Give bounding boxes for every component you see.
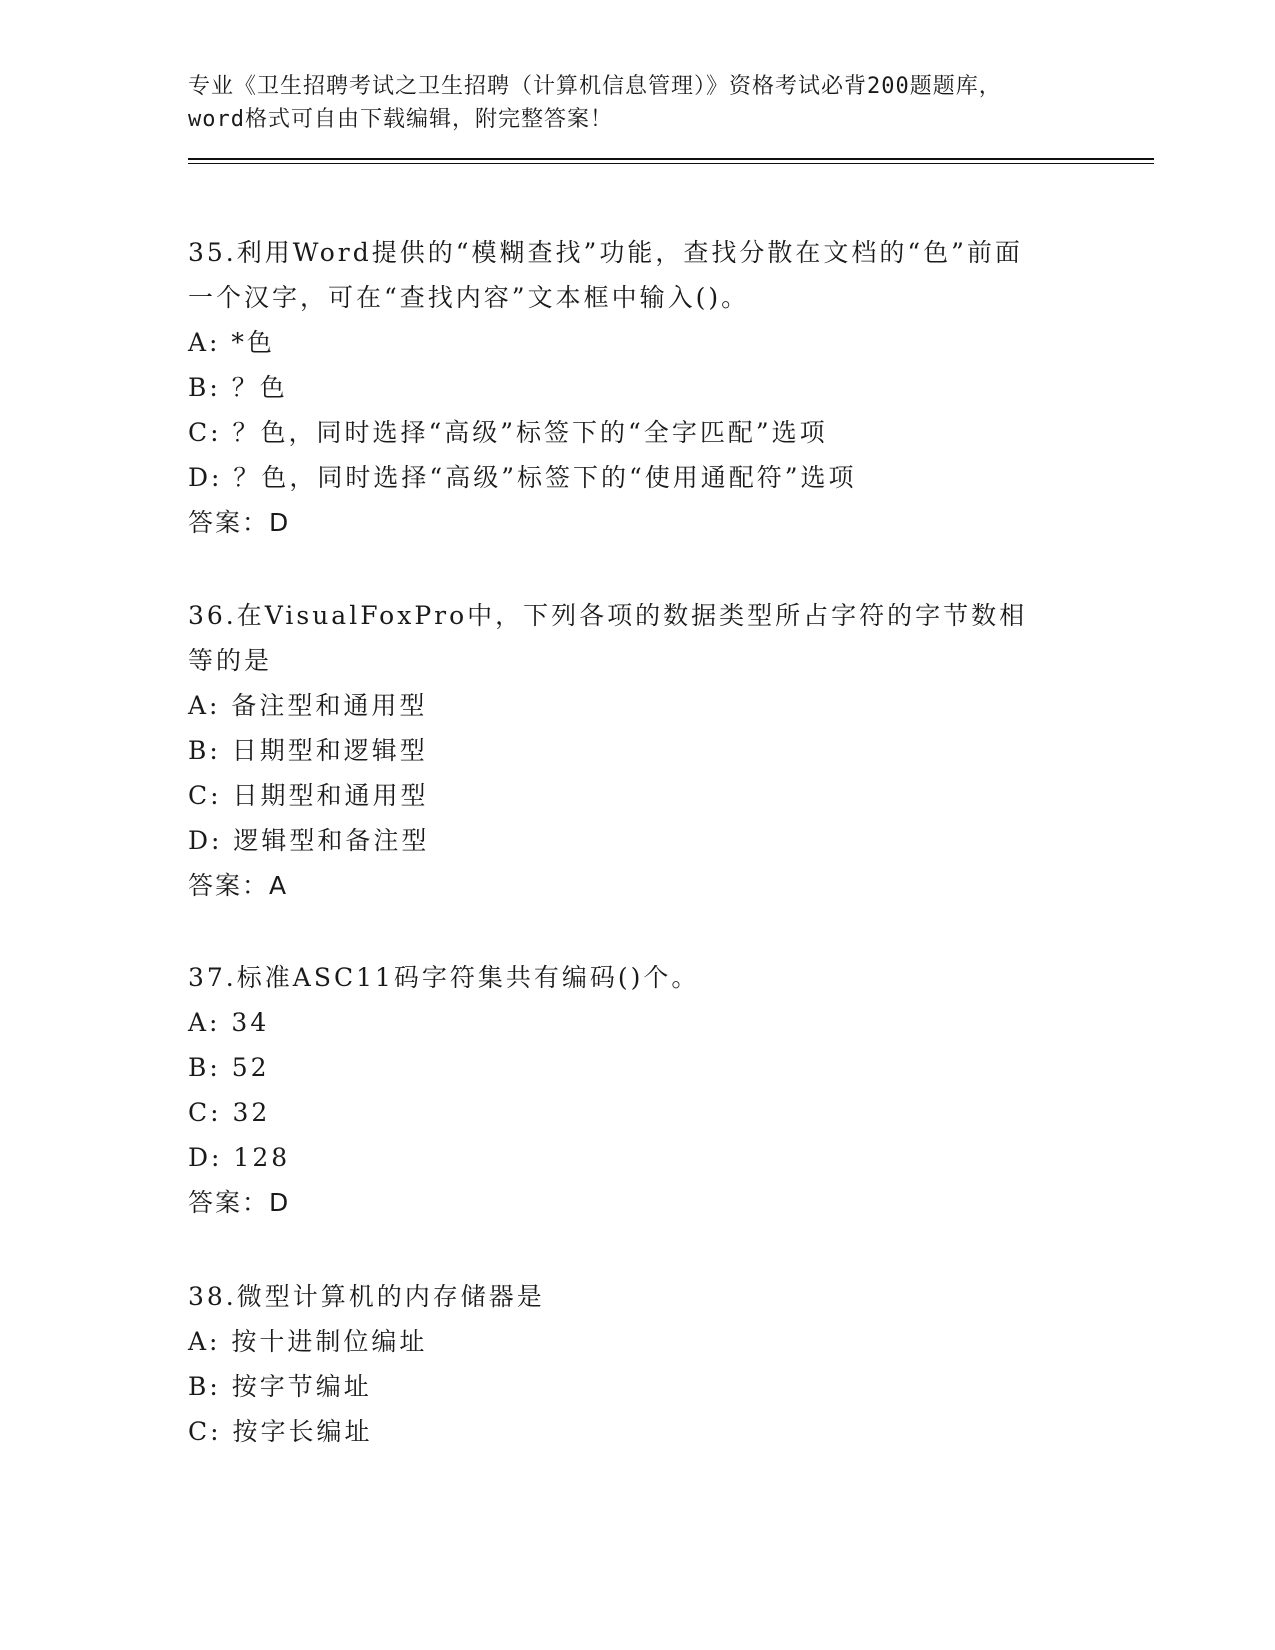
question-stem: 38.微型计算机的内存储器是	[188, 1282, 545, 1311]
option-a: A: 按十进制位编址	[188, 1327, 428, 1356]
document-page	[188, 70, 1148, 164]
option-b: B: 52	[188, 1053, 270, 1082]
option-c: C: ？色，同时选择“高级”标签下的“全字匹配”选项	[188, 418, 828, 447]
question-stem: 36.在VisualFoxPro中，下列各项的数据类型所占字符的字节数相等的是	[188, 601, 1028, 675]
header-divider	[188, 158, 1154, 164]
answer-label: 答案：D	[188, 508, 291, 537]
option-a: A: 34	[188, 1008, 270, 1037]
option-c: C: 32	[188, 1098, 271, 1127]
option-d: D: ？色，同时选择“高级”标签下的“使用通配符”选项	[188, 463, 857, 492]
option-d: D: 128	[188, 1143, 291, 1172]
option-a: A: 备注型和通用型	[188, 691, 428, 720]
answer-label: 答案：D	[188, 1188, 291, 1217]
header-line-2: word格式可自由下载编辑，附完整答案！	[188, 107, 613, 132]
question-36	[188, 593, 1048, 908]
option-a: A: *色	[188, 328, 275, 357]
option-d: D: 逻辑型和备注型	[188, 826, 430, 855]
question-38	[188, 1274, 1048, 1454]
header-line-1: 专业《卫生招聘考试之卫生招聘（计算机信息管理）》资格考试必背200题题库，	[188, 74, 1002, 99]
document-header	[188, 70, 1148, 136]
question-35	[188, 230, 1048, 545]
option-c: C: 按字长编址	[188, 1417, 373, 1446]
option-b: B: 按字节编址	[188, 1372, 372, 1401]
answer-label: 答案：A	[188, 871, 289, 900]
question-stem: 35.利用Word提供的“模糊查找”功能，查找分散在文档的“色”前面一个汉字，可在“查找内容”文本框中输入()。	[188, 238, 1023, 312]
question-stem: 37.标准ASC11码字符集共有编码()个。	[188, 963, 700, 992]
option-c: C: 日期型和通用型	[188, 781, 429, 810]
option-b: B: ？色	[188, 373, 288, 402]
question-37	[188, 955, 1048, 1225]
option-b: B: 日期型和逻辑型	[188, 736, 428, 765]
